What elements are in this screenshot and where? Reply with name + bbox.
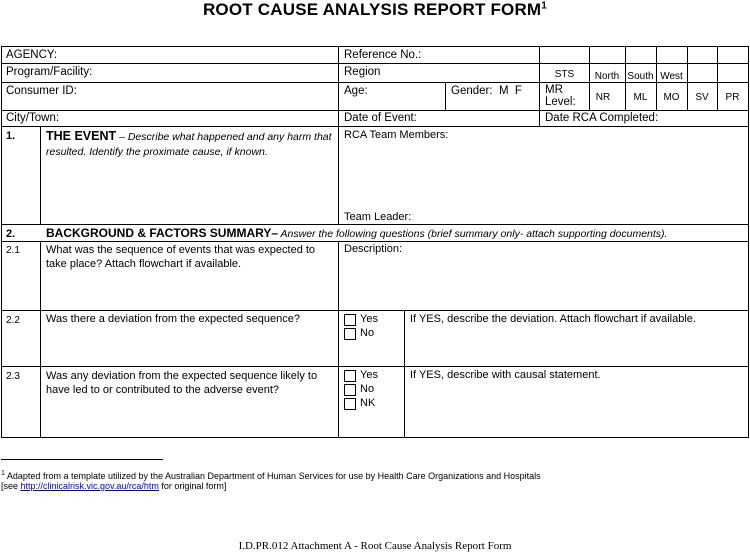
q22-followup: If YES, describe the deviation. Attach flowchart if available. <box>410 313 696 325</box>
row-line <box>1 110 749 111</box>
q22-yes-label: Yes <box>360 313 378 325</box>
footnote-mark: 1 <box>1 470 5 477</box>
footnote-line1 <box>1 468 541 482</box>
section2-instruction: Answer the following questions (brief summary only- attach supporting documents). <box>278 228 668 240</box>
gender-label: Gender: M F <box>451 85 522 97</box>
table-border-bottom <box>1 437 749 438</box>
col-line <box>539 46 540 126</box>
mr-level-mo: MO <box>663 92 680 103</box>
region-north: North <box>594 71 620 82</box>
q23-nk-label: NK <box>360 397 376 409</box>
q22-question: Was there a deviation from the expected sequence? <box>46 313 300 325</box>
col-line <box>338 241 339 437</box>
agency-label: AGENCY: <box>6 49 58 61</box>
table-border-right <box>748 46 749 437</box>
region-label: Region <box>344 66 381 78</box>
rca-team-members-label: RCA Team Members: <box>344 129 449 141</box>
q23-nk-checkbox[interactable] <box>344 398 356 410</box>
mr-level-label: MR Level: <box>545 84 576 108</box>
date-rca-completed-label: Date RCA Completed: <box>545 112 659 124</box>
region-south: South <box>627 71 654 82</box>
section2-number: 2. <box>6 228 16 240</box>
mr-level-nr: NR <box>595 92 611 103</box>
mr-level-ml: ML <box>633 92 648 103</box>
q21-question: What was the sequence of events that was expected to take place? Attach flowchart if available. <box>46 244 316 270</box>
section2-heading-line <box>46 227 667 241</box>
region-sts: STS <box>554 69 575 80</box>
q23-no-label: No <box>360 383 375 395</box>
consumer-id-label: Consumer ID: <box>6 85 77 97</box>
footnote-see-prefix: [see <box>1 481 21 491</box>
q22-yes-checkbox[interactable] <box>344 314 356 326</box>
row-line <box>1 126 749 127</box>
col-line <box>404 310 405 437</box>
q21-number: 2.1 <box>6 245 20 256</box>
q22-no-label: No <box>360 327 375 339</box>
q23-yes-checkbox[interactable] <box>344 370 356 382</box>
section1-event-text <box>46 129 332 160</box>
q22-number: 2.2 <box>6 315 20 326</box>
row-line <box>1 366 749 367</box>
form-title: ROOT CAUSE ANALYSIS REPORT FORM$^1$ <box>202 0 548 19</box>
age-label: Age: <box>344 85 368 97</box>
q22-no-checkbox[interactable] <box>344 328 356 340</box>
mr-level-pr: PR <box>725 92 740 103</box>
footnote-see-suffix: for original form] <box>158 481 227 491</box>
region-west: West <box>660 71 683 82</box>
q23-no-checkbox[interactable] <box>344 384 356 396</box>
title-footnote-mark: 1 <box>541 0 548 12</box>
q21-description-label: Description: <box>344 243 403 255</box>
section2-heading: BACKGROUND & FACTORS SUMMARY– <box>46 226 279 240</box>
program-facility-label: Program/Facility: <box>6 66 93 78</box>
date-of-event-label: Date of Event: <box>344 112 417 124</box>
team-leader-label: Team Leader: <box>344 211 412 223</box>
col-line <box>338 46 339 224</box>
footnote-separator <box>1 459 163 460</box>
table-border-top <box>1 46 749 47</box>
row-line <box>1 63 749 64</box>
footnote-line2 <box>1 481 226 492</box>
city-town-label: City/Town: <box>6 112 60 124</box>
section1-number: 1. <box>6 130 16 142</box>
row-line <box>1 310 749 311</box>
row-line <box>1 224 749 225</box>
page-footer: I.D.PR.012 Attachment A - Root Cause Analysis Report Form <box>238 540 512 552</box>
reference-no-label: Reference No.: <box>344 49 422 61</box>
mr-level-sv: SV <box>695 92 709 103</box>
table-border-left <box>1 46 2 437</box>
col-line <box>445 82 446 110</box>
footnote-link[interactable]: http://clinicalrisk.vic.gov.au/rca/htm <box>20 481 159 491</box>
col-line <box>40 126 41 224</box>
col-line <box>40 241 41 437</box>
footnote-text: Adapted from a template utilized by the Australian Department of Human Services for use by Health Care Organizations and Hospitals <box>4 471 541 481</box>
row-line <box>1 241 749 242</box>
q23-yes-label: Yes <box>360 369 378 381</box>
section1-description: – Describe what happened and any harm that resulted. Identify the proximate cause, if known. <box>46 131 332 158</box>
q23-followup: If YES, describe with causal statement. <box>410 369 601 381</box>
q23-number: 2.3 <box>6 371 20 382</box>
section1-heading: THE EVENT <box>46 129 117 143</box>
q23-question: Was any deviation from the expected sequence likely to have led to or contributed to the adverse event? <box>46 370 318 396</box>
